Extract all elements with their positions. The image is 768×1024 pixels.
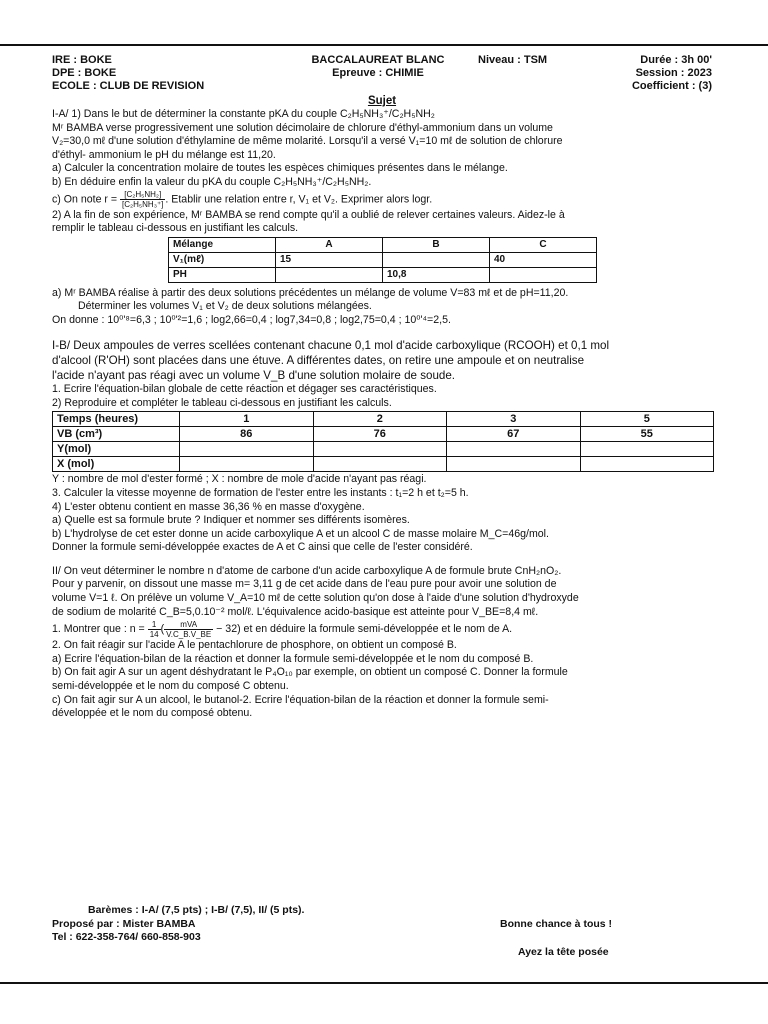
text-line: d'éthyl- ammonium le pH du mélange est 11,20. (52, 148, 276, 161)
question: a) Ecrire l'équation-bilan de la réaction et donner la formule semi-développée et le nom du composé B. (52, 652, 534, 665)
ratio-fraction: $\frac{\text{[C₂H₅NH₂]}}{\text{[C₂H₅NH₃⁺]}}$ (122, 189, 164, 209)
table-row (53, 427, 714, 442)
part-ib-questions (52, 383, 712, 555)
table-cell (276, 267, 383, 282)
text-line: I-B/ Deux ampoules de verres scellées contenant chacune 0,1 mol d'acide carboxylique (RCOOH) et 0,1 mol (52, 338, 610, 352)
question: a) Calculer la concentration molaire de toutes les espèces chimiques présentes dans le mélange. (52, 162, 508, 175)
exam-content (52, 54, 712, 958)
table-header-row (169, 237, 597, 252)
table-cell (313, 442, 447, 457)
header-center: BACCALAUREAT BLANC Epreuve : CHIMIE (311, 54, 445, 79)
question: c) On fait agir sur A un alcool, le butanol-2. Ecrire l'équation-bilan de la réaction et donner la formule semi- (52, 693, 549, 706)
good-luck: Bonne chance à tous ! (500, 918, 613, 930)
text-line: Mʳ BAMBA verse progressivement une solution décimolaire de chlorure d'éthyl-ammonium dans un volume (52, 121, 553, 134)
text-line: de sodium de molarité C_B=5,0.10⁻² mol/ℓ. L'équivalence acido-basique est atteinte pour V_BE=8,4 mℓ. (52, 605, 539, 618)
part-ii (52, 565, 712, 721)
text-line: II/ On veut déterminer le nombre n d'atome de carbone d'un acide carboxylique A de formule brute CnH₂nO₂. (52, 564, 562, 577)
question: Déterminer les volumes V₁ et V₂ de deux solutions mélangées. (78, 300, 372, 313)
author: Proposé par : Mister BAMBA (52, 917, 196, 930)
text-line: I-A/ 1) Dans le but de déterminer la constante pKA du couple C₂H₅NH₃⁺/C₂H₅NH₂ (52, 108, 435, 120)
text-line: l'acide n'ayant pas réagi avec un volume V_B d'une solution molaire de soude. (52, 368, 456, 382)
text-line: d'alcool (R'OH) sont placées dans une étuve. A différentes dates, on retire une ampoule et on neutralise (52, 353, 585, 367)
question: Donner la formule semi-développée exactes de A et C ainsi que celle de l'ester considéré. (52, 541, 473, 554)
table-header-cell: Temps (heures) (53, 412, 180, 427)
question: semi-développée et le nom du composé C obtenu. (52, 680, 289, 693)
header-right: Durée : 3h 00' Session : 2023 Coefficient : (3) (631, 54, 712, 92)
mixture-table (168, 237, 597, 283)
table-header-row (53, 412, 714, 427)
table-cell: 86 (180, 427, 314, 442)
part-ia (52, 108, 712, 328)
question: développée et le nom du composé obtenu. (52, 707, 253, 720)
table-legend: Y : nombre de mol d'ester formé ; X : nombre de mole d'acide n'ayant pas réagi. (52, 473, 427, 486)
table-header-cell: 5 (580, 412, 714, 427)
question: b) L'hydrolyse de cet ester donne un acide carboxylique A et un alcool C de masse molaire M_C=46g/mol. (52, 527, 549, 540)
phone: Tel : 622-358-764/ 660-858-903 (52, 931, 201, 943)
table-cell: 67 (447, 427, 581, 442)
question: b) En déduire enfin la valeur du pKA du couple C₂H₅NH₃⁺/C₂H₅NH₂. (52, 175, 372, 188)
header-level: Niveau : TSM (478, 54, 548, 66)
exam-page (0, 44, 768, 984)
question: 4) L'ester obtenu contient en masse 36,36 % en masse d'oxygène. (52, 500, 365, 513)
part-ib (52, 338, 712, 384)
table-cell: VB (cm³) (53, 427, 180, 442)
table-cell: 40 (490, 252, 597, 267)
text-line: V₂=30,0 mℓ d'une solution d'éthylamine de même molarité. Lorsqu'il a versé V₁=10 mℓ de solution de chlorure (52, 135, 563, 148)
table-cell: 10,8 (383, 267, 490, 282)
table-cell: V₁(mℓ) (169, 252, 276, 267)
question: remplir le tableau ci-dessous en justifiant les calculs. (52, 222, 299, 235)
table-row (53, 442, 714, 457)
table-header-cell: 1 (180, 412, 314, 427)
table-cell: Y(mol) (53, 442, 180, 457)
question: a) Quelle est sa formule brute ? Indiquer et nommer ses différents isomères. (52, 514, 410, 527)
exam-footer (52, 904, 712, 958)
exam-header (52, 54, 712, 93)
question: 2) Reproduire et compléter le tableau ci-dessous en justifiant les calculs. (52, 396, 392, 409)
table-cell: 76 (313, 427, 447, 442)
question-c: c) On note r = $\frac{\text{[C₂H₅NH₂]}}{\text{[C₂H₅NH₃⁺]}}$ . Etablir une relation entre r, V₁ et V₂. Exprimer alors logr. (52, 189, 433, 209)
table-cell (490, 267, 597, 282)
subject-title: Sujet (367, 95, 397, 107)
question-formula: 1. Montrer que : n = $\frac{1}{14}$ ( $\frac{\text{mVA}}{V.C\_B.V\_BE}$ − 32) et en déduire la formule semi-développée et le nom de A. (52, 619, 513, 639)
header-left: IRE : BOKE DPE : BOKE ECOLE : CLUB DE REVISION (52, 54, 205, 92)
question: a) Mʳ BAMBA réalise à partir des deux solutions précédentes un mélange de volume V=83 mℓ et de pH=11,20. (52, 286, 569, 299)
question: 2. On fait réagir sur l'acide A le pentachlorure de phosphore, on obtient un composé B. (52, 639, 457, 652)
fraction-mva: $\frac{\text{mVA}}{V.C\_B.V\_BE}$ (166, 619, 212, 639)
table-cell (180, 442, 314, 457)
question: 2) A la fin de son expérience, Mʳ BAMBA se rend compte qu'il a oublié de relever certaines valeurs. Aidez-le à (52, 208, 565, 221)
table-row (53, 457, 714, 472)
table-cell: X (mol) (53, 457, 180, 472)
table-cell (180, 457, 314, 472)
table-cell (447, 442, 581, 457)
table-row (169, 267, 597, 282)
table-header-cell: 2 (313, 412, 447, 427)
given-data: On donne : 10⁰'⁸=6,3 ; 10⁰'²=1,6 ; log2,66=0,4 ; log7,34=0,8 ; log2,75=0,4 ; 10⁰'⁴=2,5. (52, 313, 451, 326)
table-cell (313, 457, 447, 472)
table-row (169, 252, 597, 267)
table-cell: 15 (276, 252, 383, 267)
table-cell: PH (169, 267, 276, 282)
table-header-cell: C (490, 237, 597, 252)
scoring: Barèmes : I-A/ (7,5 pts) ; I-B/ (7,5), II/ (5 pts). (88, 904, 305, 916)
fraction-one-fourteenth: $\frac{1}{14}$ (149, 619, 159, 639)
table-header-cell: B (383, 237, 490, 252)
calm-note: Ayez la tête posée (518, 946, 609, 958)
question: 3. Calculer la vitesse moyenne de formation de l'ester entre les instants : t₁=2 h et t₂=5 h. (52, 486, 469, 499)
table-cell (580, 457, 714, 472)
text-line: Pour y parvenir, on dissout une masse m= 3,11 g de cet acide dans de l'eau pure pour avoir une solution de (52, 578, 557, 591)
table-cell (447, 457, 581, 472)
table-cell (383, 252, 490, 267)
text-line: volume V=1 ℓ. On prélève un volume V_A=10 mℓ de cette solution qu'on dose à l'aide d'une solution d'hydroxyde (52, 592, 579, 605)
table-header-cell: 3 (447, 412, 581, 427)
table-header-cell: Mélange (169, 237, 276, 252)
table-header-cell: A (276, 237, 383, 252)
question: 1. Ecrire l'équation-bilan globale de cette réaction et dégager ses caractéristiques. (52, 383, 437, 396)
question: b) On fait agir A sur un agent déshydratant le P₄O₁₀ par exemple, on obtient un composé C. Donner la formule (52, 666, 568, 679)
table-cell: 55 (580, 427, 714, 442)
table-cell (580, 442, 714, 457)
kinetics-table (52, 411, 714, 472)
